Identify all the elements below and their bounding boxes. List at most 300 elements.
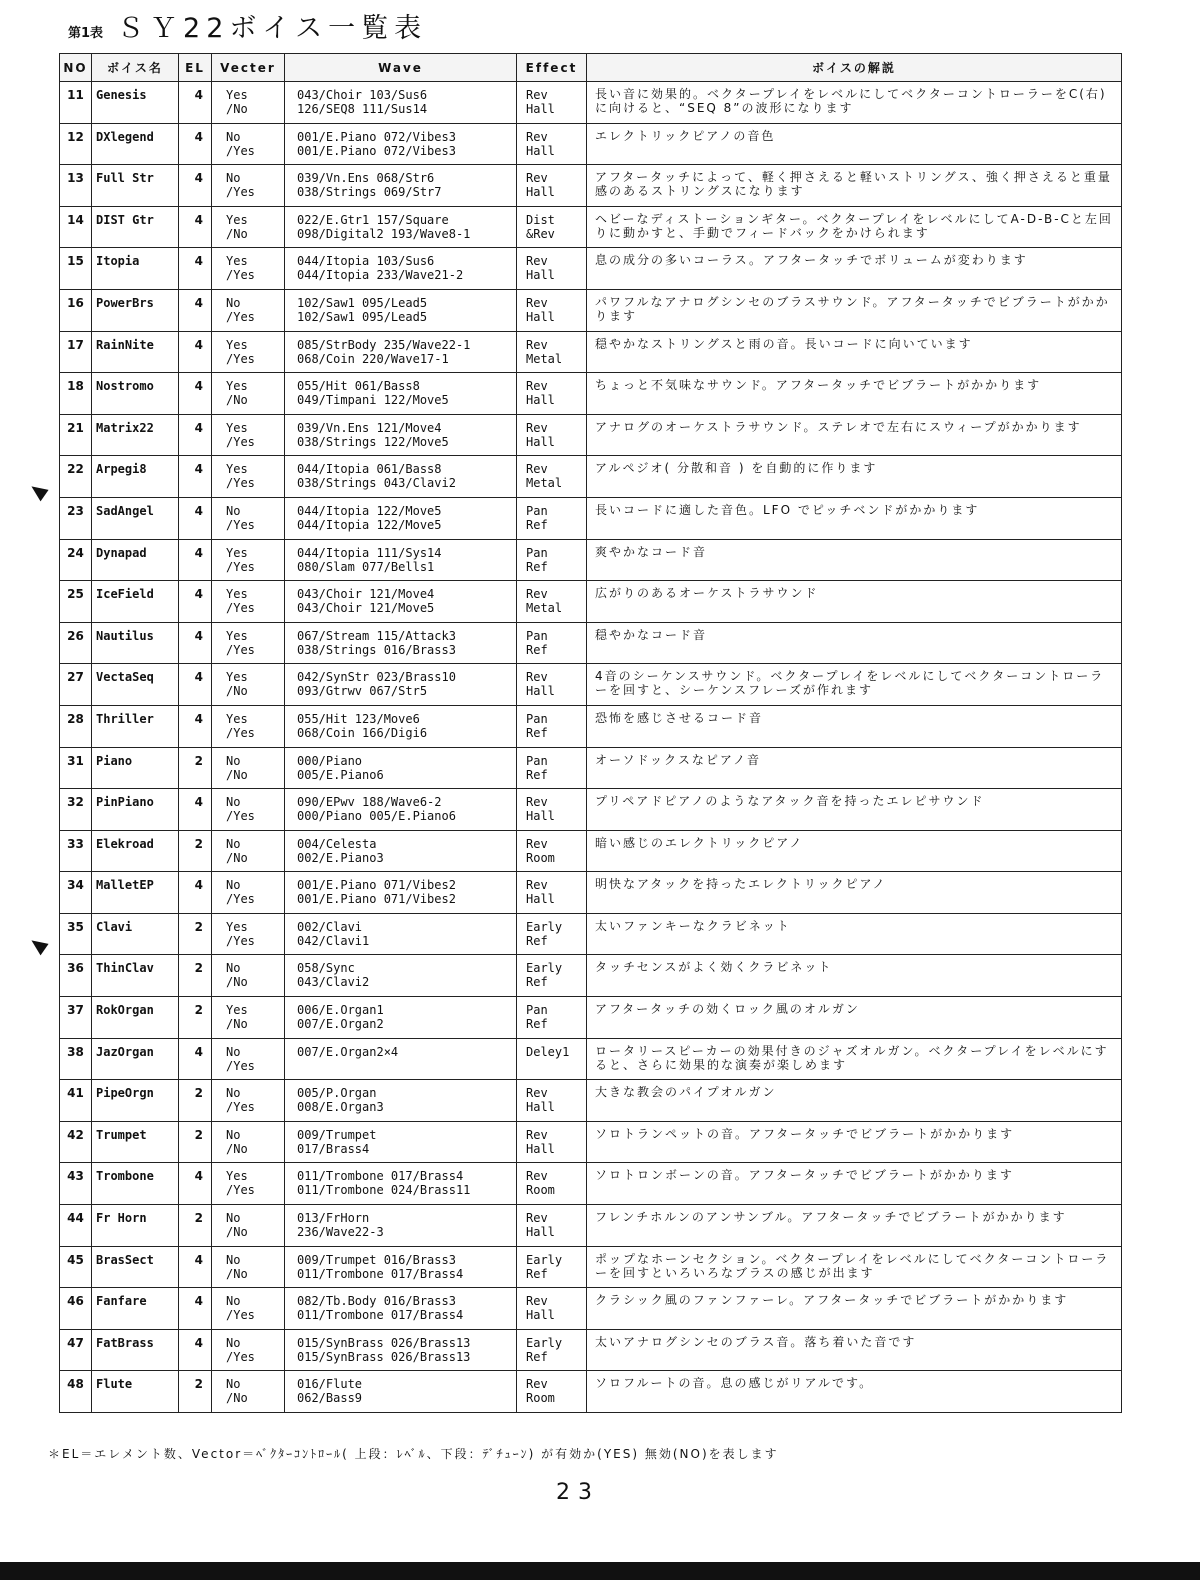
- effect-setting: [517, 622, 587, 664]
- voice-name: FatBrass: [92, 1329, 179, 1371]
- wave-list-upper: 044/Itopia 061/Bass8: [297, 462, 442, 477]
- effect-setting-lower: Ref: [526, 725, 548, 740]
- effect-setting-upper: Deley1: [526, 1044, 570, 1059]
- voice-name: BrasSect: [92, 1246, 179, 1288]
- effect-setting-upper: Pan: [526, 503, 548, 518]
- effect-setting-upper: Rev: [526, 1127, 548, 1142]
- vector-setting: [212, 1246, 285, 1288]
- voice-name: Itopia: [92, 248, 179, 290]
- vector-setting-upper: Yes: [226, 212, 248, 227]
- element-count: 4: [179, 872, 212, 914]
- effect-setting-upper: Rev: [526, 1086, 548, 1101]
- page-title: ＳＹ22ボイス一覧表: [117, 13, 428, 44]
- vector-setting-upper: Yes: [226, 545, 248, 560]
- effect-setting: [517, 539, 587, 581]
- voice-number: 33: [60, 830, 92, 872]
- vector-setting: [212, 997, 285, 1039]
- effect-setting-lower: Room: [526, 1183, 555, 1198]
- effect-setting-upper: Early: [526, 961, 563, 976]
- wave-list-upper: 009/Trumpet 016/Brass3: [297, 1252, 456, 1267]
- effect-setting-lower: Hall: [526, 1308, 555, 1323]
- effect-setting-upper: Rev: [526, 1169, 548, 1184]
- effect-setting: [517, 581, 587, 623]
- wave-list: [285, 165, 517, 207]
- vector-setting-lower: /No: [226, 767, 248, 782]
- voice-name: Full Str: [92, 165, 179, 207]
- wave-list: [285, 82, 517, 124]
- vector-setting: [212, 830, 285, 872]
- voice-number: 44: [60, 1205, 92, 1247]
- effect-setting-upper: Pan: [526, 753, 548, 768]
- effect-setting: [517, 1205, 587, 1247]
- element-count: 4: [179, 539, 212, 581]
- wave-list-lower: 038/Strings 069/Str7: [297, 185, 442, 200]
- vector-setting-upper: Yes: [226, 420, 248, 435]
- voice-description: ロータリースピーカーの効果付きのジャズオルガン。ベクタープレイをレベルにすると、さらに効果的な演奏が楽しめます: [587, 1038, 1122, 1080]
- effect-setting-upper: Pan: [526, 545, 548, 560]
- effect-setting-upper: Early: [526, 1252, 563, 1267]
- wave-list-upper: 007/E.Organ2×4: [297, 1044, 399, 1059]
- element-count: 4: [179, 414, 212, 456]
- element-count: 4: [179, 664, 212, 706]
- vector-setting-lower: /No: [226, 102, 248, 116]
- voice-number: 16: [60, 289, 92, 331]
- wave-list-upper: 015/SynBrass 026/Brass13: [297, 1335, 471, 1350]
- effect-setting: [517, 913, 587, 955]
- element-count: 4: [179, 1038, 212, 1080]
- vector-setting: [212, 1163, 285, 1205]
- voice-number: 47: [60, 1329, 92, 1371]
- table-row: [60, 123, 1122, 165]
- vector-setting: [212, 1371, 285, 1413]
- effect-setting-lower: Hall: [526, 185, 555, 200]
- wave-list: [285, 1163, 517, 1205]
- wave-list-lower: 015/SynBrass 026/Brass13: [297, 1349, 471, 1364]
- vector-setting-lower: /Yes: [226, 933, 255, 948]
- wave-list: [285, 581, 517, 623]
- wave-list: [285, 331, 517, 373]
- effect-setting: [517, 664, 587, 706]
- wave-list-lower: 038/Strings 016/Brass3: [297, 642, 456, 657]
- wave-list-lower: 236/Wave22-3: [297, 1225, 384, 1240]
- effect-setting-lower: Ref: [526, 1266, 548, 1281]
- effect-setting-lower: Ref: [526, 767, 548, 782]
- voice-description: 暗い感じのエレクトリックピアノ: [587, 830, 1122, 872]
- wave-list: [285, 123, 517, 165]
- voice-name: JazOrgan: [92, 1038, 179, 1080]
- voice-name: Matrix22: [92, 414, 179, 456]
- vector-setting-lower: /No: [226, 975, 248, 990]
- table-row: [60, 248, 1122, 290]
- voice-description: 恐怖を感じさせるコード音: [587, 705, 1122, 747]
- wave-list-upper: 001/E.Piano 072/Vibes3: [297, 129, 456, 144]
- voice-number: 12: [60, 123, 92, 165]
- effect-setting: [517, 872, 587, 914]
- wave-list-lower: 002/E.Piano3: [297, 850, 384, 865]
- effect-setting: [517, 747, 587, 789]
- wave-list: [285, 1371, 517, 1413]
- wave-list-upper: 055/Hit 061/Bass8: [297, 379, 420, 394]
- element-count: 2: [179, 747, 212, 789]
- vector-setting: [212, 539, 285, 581]
- table-row: [60, 872, 1122, 914]
- element-count: 4: [179, 331, 212, 373]
- voice-description: パワフルなアナログシンセのブラスサウンド。アフタータッチでビブラートがかかります: [587, 289, 1122, 331]
- wave-list-upper: 002/Clavi: [297, 919, 363, 934]
- effect-setting: [517, 1329, 587, 1371]
- voice-number: 14: [60, 206, 92, 248]
- wave-list-lower: 038/Strings 043/Clavi2: [297, 476, 456, 491]
- wave-list: [285, 1246, 517, 1288]
- effect-setting: [517, 1121, 587, 1163]
- wave-list: [285, 705, 517, 747]
- voice-number: 15: [60, 248, 92, 290]
- effect-setting-lower: Hall: [526, 1100, 555, 1115]
- wave-list: [285, 206, 517, 248]
- wave-list: [285, 622, 517, 664]
- vector-setting: [212, 622, 285, 664]
- table-row: [60, 456, 1122, 498]
- voice-number: 21: [60, 414, 92, 456]
- table-row: [60, 997, 1122, 1039]
- voice-description: 太いアナログシンセのブラス音。落ち着いた音です: [587, 1329, 1122, 1371]
- wave-list: [285, 1080, 517, 1122]
- effect-setting-upper: Rev: [526, 795, 548, 810]
- wave-list-lower: 038/Strings 122/Move5: [297, 434, 449, 449]
- effect-setting: [517, 997, 587, 1039]
- scan-bottom-edge: [0, 1562, 1200, 1580]
- wave-list-upper: 043/Choir 121/Move4: [297, 587, 435, 602]
- wave-list: [285, 1038, 517, 1080]
- voice-description: 明快なアタックを持ったエレクトリックピアノ: [587, 872, 1122, 914]
- effect-setting-lower: Metal: [526, 601, 563, 616]
- table-row: [60, 414, 1122, 456]
- voice-name: DIST Gtr: [92, 206, 179, 248]
- effect-setting: [517, 955, 587, 997]
- vector-setting: [212, 1038, 285, 1080]
- vector-setting-lower: /Yes: [226, 434, 255, 449]
- element-count: 2: [179, 830, 212, 872]
- voice-name: Trumpet: [92, 1121, 179, 1163]
- element-count: 4: [179, 705, 212, 747]
- vector-setting: [212, 581, 285, 623]
- wave-list-upper: 039/Vn.Ens 121/Move4: [297, 420, 442, 435]
- voice-name: Genesis: [92, 82, 179, 124]
- vector-setting: [212, 1329, 285, 1371]
- vector-setting-upper: No: [226, 1086, 241, 1101]
- wave-list-lower: 044/Itopia 233/Wave21-2: [297, 268, 464, 283]
- vector-setting-upper: Yes: [226, 628, 248, 643]
- voice-name: Flute: [92, 1371, 179, 1413]
- wave-list: [285, 913, 517, 955]
- effect-setting-upper: Early: [526, 919, 563, 934]
- table-row: [60, 165, 1122, 207]
- effect-setting: [517, 1080, 587, 1122]
- vector-setting-upper: No: [226, 1377, 241, 1392]
- effect-setting: [517, 705, 587, 747]
- effect-setting-lower: Ref: [526, 1349, 548, 1364]
- element-count: 4: [179, 165, 212, 207]
- vector-setting-lower: /Yes: [226, 517, 255, 532]
- element-count: 4: [179, 123, 212, 165]
- effect-setting-lower: Hall: [526, 684, 555, 699]
- wave-list-upper: 044/Itopia 111/Sys14: [297, 545, 442, 560]
- voice-name: SadAngel: [92, 497, 179, 539]
- voice-description: ポップなホーンセクション。ベクタープレイをレベルにしてベクターコントローラーを回すといろいろなブラスの感じが出ます: [587, 1246, 1122, 1288]
- effect-setting: [517, 1371, 587, 1413]
- vector-setting-lower: /No: [226, 226, 248, 241]
- effect-setting-upper: Rev: [526, 295, 548, 310]
- element-count: 4: [179, 373, 212, 415]
- voice-table: [59, 53, 1122, 1413]
- wave-list: [285, 789, 517, 831]
- vector-setting-lower: /Yes: [226, 1058, 255, 1073]
- column-header-no: NO: [60, 54, 92, 82]
- page-number: 23: [556, 1480, 600, 1505]
- table-row: [60, 1371, 1122, 1413]
- vector-setting-lower: /No: [226, 850, 248, 865]
- voice-name: DXlegend: [92, 123, 179, 165]
- wave-list-lower: 011/Trombone 024/Brass11: [297, 1183, 471, 1198]
- vector-setting-lower: /Yes: [226, 725, 255, 740]
- vector-setting-upper: No: [226, 171, 241, 186]
- effect-setting: [517, 1246, 587, 1288]
- vector-setting-lower: /Yes: [226, 892, 255, 907]
- wave-list-upper: 055/Hit 123/Move6: [297, 711, 420, 726]
- voice-description: フレンチホルンのアンサンブル。アフタータッチでビブラートがかかります: [587, 1205, 1122, 1247]
- vector-setting-lower: /Yes: [226, 642, 255, 657]
- wave-list-lower: 068/Coin 166/Digi6: [297, 725, 428, 740]
- voice-number: 48: [60, 1371, 92, 1413]
- effect-setting-lower: Room: [526, 1391, 555, 1406]
- element-count: 2: [179, 1205, 212, 1247]
- effect-setting-lower: Hall: [526, 434, 555, 449]
- voice-description: 穏やかなコード音: [587, 622, 1122, 664]
- vector-setting-lower: /Yes: [226, 309, 255, 324]
- wave-list-lower: 093/Gtrwv 067/Str5: [297, 684, 428, 699]
- wave-list: [285, 664, 517, 706]
- effect-setting-upper: Rev: [526, 1377, 548, 1392]
- element-count: 4: [179, 456, 212, 498]
- element-count: 4: [179, 289, 212, 331]
- voice-description: ソロフルートの音。息の感じがリアルです。: [587, 1371, 1122, 1413]
- effect-setting-lower: Hall: [526, 1141, 555, 1156]
- table-row: [60, 289, 1122, 331]
- vector-setting-upper: No: [226, 1127, 241, 1142]
- effect-setting-upper: Rev: [526, 254, 548, 269]
- voice-description: 長いコードに適した音色。LFO でピッチベンドがかかります: [587, 497, 1122, 539]
- voice-description: アルペジオ( 分散和音 ) を自動的に作ります: [587, 456, 1122, 498]
- column-header-effect: Effect: [517, 54, 587, 82]
- effect-setting-lower: Hall: [526, 1225, 555, 1240]
- wave-list-upper: 090/EPwv 188/Wave6-2: [297, 795, 442, 810]
- effect-setting-upper: Rev: [526, 836, 548, 851]
- voice-description: 太いファンキーなクラビネット: [587, 913, 1122, 955]
- voice-number: 32: [60, 789, 92, 831]
- effect-setting-upper: Rev: [526, 171, 548, 186]
- table-row: [60, 1038, 1122, 1080]
- voice-number: 46: [60, 1288, 92, 1330]
- table-row: [60, 331, 1122, 373]
- vector-setting-lower: /No: [226, 1141, 248, 1156]
- effect-setting-upper: Dist: [526, 212, 555, 227]
- voice-number: 41: [60, 1080, 92, 1122]
- table-row: [60, 1121, 1122, 1163]
- effect-setting: [517, 1038, 587, 1080]
- wave-list-upper: 102/Saw1 095/Lead5: [297, 295, 428, 310]
- vector-setting-lower: /Yes: [226, 185, 255, 200]
- wave-list-upper: 004/Celesta: [297, 836, 377, 851]
- wave-list: [285, 830, 517, 872]
- voice-number: 11: [60, 82, 92, 124]
- wave-list: [285, 1288, 517, 1330]
- voice-description: ソロトランペットの音。アフタータッチでビブラートがかかります: [587, 1121, 1122, 1163]
- voice-name: IceField: [92, 581, 179, 623]
- vector-setting-lower: /Yes: [226, 1100, 255, 1115]
- voice-number: 18: [60, 373, 92, 415]
- effect-setting: [517, 497, 587, 539]
- voice-number: 34: [60, 872, 92, 914]
- wave-list: [285, 373, 517, 415]
- voice-name: Elekroad: [92, 830, 179, 872]
- effect-setting-lower: Hall: [526, 393, 555, 408]
- table-row: [60, 913, 1122, 955]
- voice-description: アフタータッチによって、軽く押さえると軽いストリングス、強く押さえると重量感のあるストリングスになります: [587, 165, 1122, 207]
- vector-setting: [212, 206, 285, 248]
- vector-setting: [212, 373, 285, 415]
- voice-description: 大きな教会のパイプオルガン: [587, 1080, 1122, 1122]
- vector-setting: [212, 747, 285, 789]
- vector-setting-upper: No: [226, 836, 241, 851]
- voice-name: Dynapad: [92, 539, 179, 581]
- vector-setting-lower: /Yes: [226, 1183, 255, 1198]
- vector-setting-upper: No: [226, 795, 241, 810]
- wave-list: [285, 248, 517, 290]
- vector-setting-upper: Yes: [226, 919, 248, 934]
- table-row: [60, 830, 1122, 872]
- effect-setting: [517, 82, 587, 124]
- wave-list: [285, 456, 517, 498]
- vector-setting-upper: No: [226, 878, 241, 893]
- vector-setting: [212, 705, 285, 747]
- effect-setting: [517, 1163, 587, 1205]
- effect-setting-upper: Rev: [526, 129, 548, 144]
- vector-setting-lower: /No: [226, 684, 248, 699]
- wave-list: [285, 1329, 517, 1371]
- voice-number: 13: [60, 165, 92, 207]
- wave-list: [285, 497, 517, 539]
- vector-setting-upper: No: [226, 129, 241, 144]
- column-header-el: EL: [179, 54, 212, 82]
- vector-setting-upper: Yes: [226, 337, 248, 352]
- element-count: 4: [179, 622, 212, 664]
- effect-setting-upper: Rev: [526, 88, 548, 102]
- voice-name: Arpegi8: [92, 456, 179, 498]
- voice-description: 息の成分の多いコーラス。アフタータッチでボリュームが変わります: [587, 248, 1122, 290]
- wave-list: [285, 1205, 517, 1247]
- wave-list-lower: 126/SEQ8 111/Sus14: [297, 102, 428, 116]
- effect-setting-lower: Ref: [526, 642, 548, 657]
- vector-setting-lower: /No: [226, 1225, 248, 1240]
- voice-description: ヘビーなディストーションギター。ベクタープレイをレベルにしてA-D-B-Cと左回りに動かすと、手動でフィードバックをかけられます: [587, 206, 1122, 248]
- voice-description: ソロトロンボーンの音。アフタータッチでビブラートがかかります: [587, 1163, 1122, 1205]
- effect-setting-upper: Rev: [526, 1294, 548, 1309]
- voice-number: 45: [60, 1246, 92, 1288]
- voice-description: プリペアドピアノのようなアタック音を持ったエレピサウンド: [587, 789, 1122, 831]
- effect-setting-upper: Pan: [526, 711, 548, 726]
- vector-setting-upper: Yes: [226, 254, 248, 269]
- wave-list-lower: 017/Brass4: [297, 1141, 370, 1156]
- wave-list-lower: 043/Clavi2: [297, 975, 370, 990]
- effect-setting-lower: Hall: [526, 102, 555, 116]
- table-row: [60, 622, 1122, 664]
- wave-list-lower: 080/Slam 077/Bells1: [297, 559, 435, 574]
- vector-setting-upper: Yes: [226, 462, 248, 477]
- effect-setting-upper: Early: [526, 1335, 563, 1350]
- table-row: [60, 1246, 1122, 1288]
- voice-name: VectaSeq: [92, 664, 179, 706]
- element-count: 2: [179, 1080, 212, 1122]
- vector-setting-lower: /Yes: [226, 559, 255, 574]
- vector-setting-lower: /Yes: [226, 809, 255, 824]
- effect-setting-lower: Hall: [526, 143, 555, 158]
- voice-number: 43: [60, 1163, 92, 1205]
- effect-setting-upper: Rev: [526, 420, 548, 435]
- voice-description: アフタータッチの効くロック風のオルガン: [587, 997, 1122, 1039]
- element-count: 2: [179, 955, 212, 997]
- element-count: 4: [179, 789, 212, 831]
- table-row: [60, 955, 1122, 997]
- table-row: [60, 1080, 1122, 1122]
- voice-number: 22: [60, 456, 92, 498]
- voice-number: 26: [60, 622, 92, 664]
- effect-setting-upper: Rev: [526, 878, 548, 893]
- effect-setting: [517, 414, 587, 456]
- effect-setting: [517, 206, 587, 248]
- effect-setting-lower: Ref: [526, 933, 548, 948]
- vector-setting-upper: No: [226, 1252, 241, 1267]
- voice-table-body: [60, 82, 1122, 1413]
- effect-setting-upper: Rev: [526, 337, 548, 352]
- element-count: 4: [179, 1163, 212, 1205]
- column-header-description: ボイスの解説: [587, 54, 1122, 82]
- voice-name: PipeOrgn: [92, 1080, 179, 1122]
- vector-setting: [212, 872, 285, 914]
- voice-number: 42: [60, 1121, 92, 1163]
- effect-setting-upper: Pan: [526, 628, 548, 643]
- wave-list-upper: 013/FrHorn: [297, 1211, 370, 1226]
- vector-setting: [212, 1080, 285, 1122]
- vector-setting-upper: Yes: [226, 379, 248, 394]
- vector-setting-lower: /No: [226, 393, 248, 408]
- effect-setting-upper: Rev: [526, 587, 548, 602]
- voice-name: ThinClav: [92, 955, 179, 997]
- effect-setting: [517, 331, 587, 373]
- wave-list-upper: 044/Itopia 122/Move5: [297, 503, 442, 518]
- voice-number: 38: [60, 1038, 92, 1080]
- vector-setting-upper: Yes: [226, 88, 248, 102]
- table-row: [60, 705, 1122, 747]
- voice-number: 17: [60, 331, 92, 373]
- vector-setting: [212, 165, 285, 207]
- element-count: 2: [179, 1121, 212, 1163]
- column-header-vector: Vecter: [212, 54, 285, 82]
- wave-list: [285, 1121, 517, 1163]
- wave-list-upper: 058/Sync: [297, 961, 355, 976]
- vector-setting-upper: No: [226, 1044, 241, 1059]
- voice-description: エレクトリックピアノの音色: [587, 123, 1122, 165]
- wave-list-lower: 042/Clavi1: [297, 933, 370, 948]
